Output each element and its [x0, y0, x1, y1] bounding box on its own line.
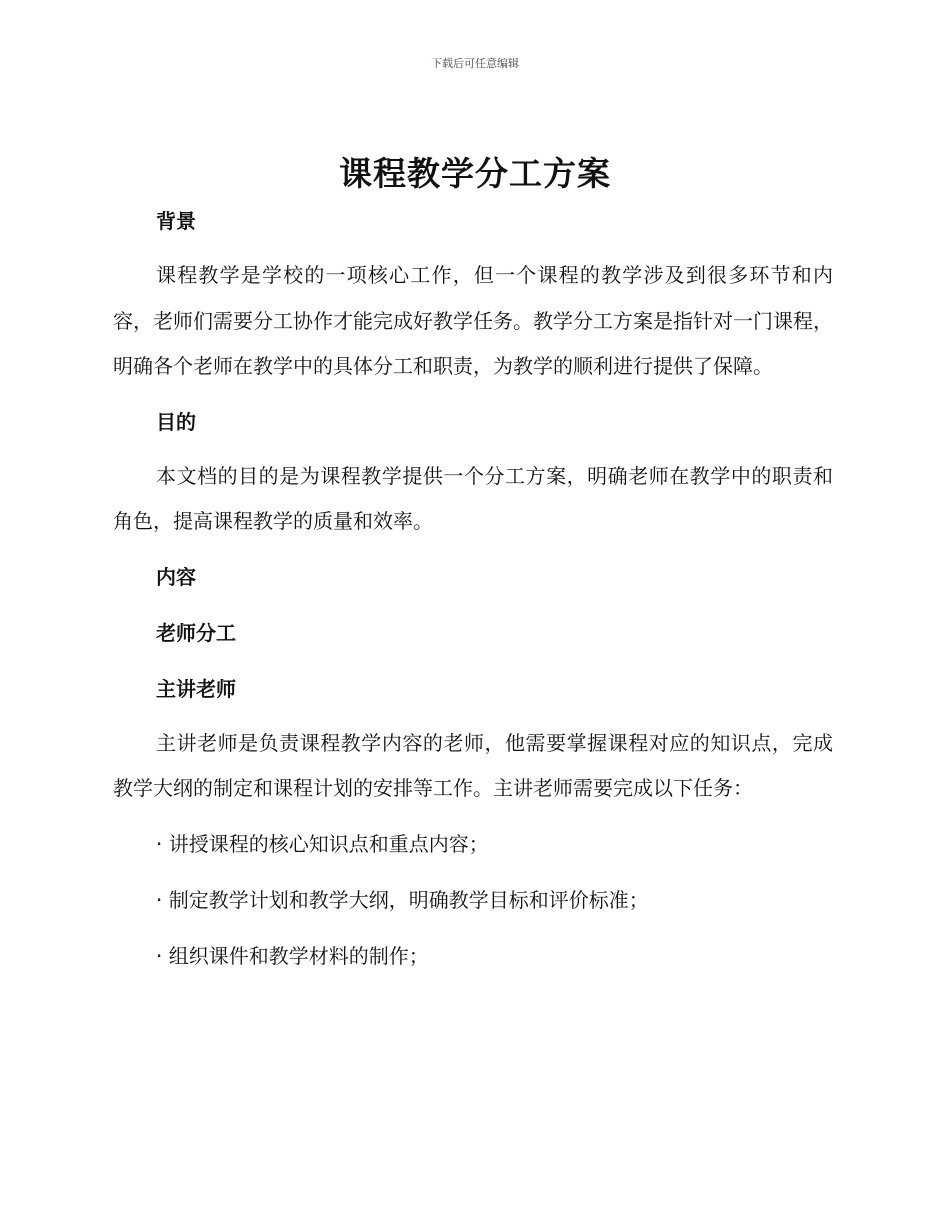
page-header-note: 下载后可任意编辑: [431, 57, 519, 70]
section-heading-purpose: 目的: [156, 409, 196, 434]
list-item: · 组织课件和教学材料的制作；: [156, 943, 429, 968]
section-heading-lecturer: 主讲老师: [156, 676, 236, 701]
document-body: [113, 201, 833, 976]
list-item: · 讲授课程的核心知识点和重点内容；: [156, 831, 489, 856]
section-heading-background: 背景: [156, 209, 196, 233]
document-title: 课程教学分工方案: [339, 154, 611, 193]
section-heading-teacher-division: 老师分工: [156, 620, 236, 645]
lecturer-paragraph: 主讲老师是负责课程教学内容的老师，他需要掌握课程对应的知识点，完成教学大纲的制定和课程计划的安排等工作。主讲老师需要完成以下任务：: [113, 730, 833, 800]
purpose-paragraph: 本文档的目的是为课程教学提供一个分工方案，明确老师在教学中的职责和角色，提高课程教学的质量和效率。: [113, 463, 833, 533]
list-item: · 制定教学计划和教学大纲，明确教学目标和评价标准；: [156, 887, 649, 912]
background-paragraph: 课程教学是学校的一项核心工作，但一个课程的教学涉及到很多环节和内容，老师们需要分工协作才能完成好教学任务。教学分工方案是指针对一门课程，明确各个老师在教学中的具体分工和职责，为教学的顺利进行提供了保障。: [113, 263, 833, 378]
section-heading-content: 内容: [156, 564, 196, 589]
